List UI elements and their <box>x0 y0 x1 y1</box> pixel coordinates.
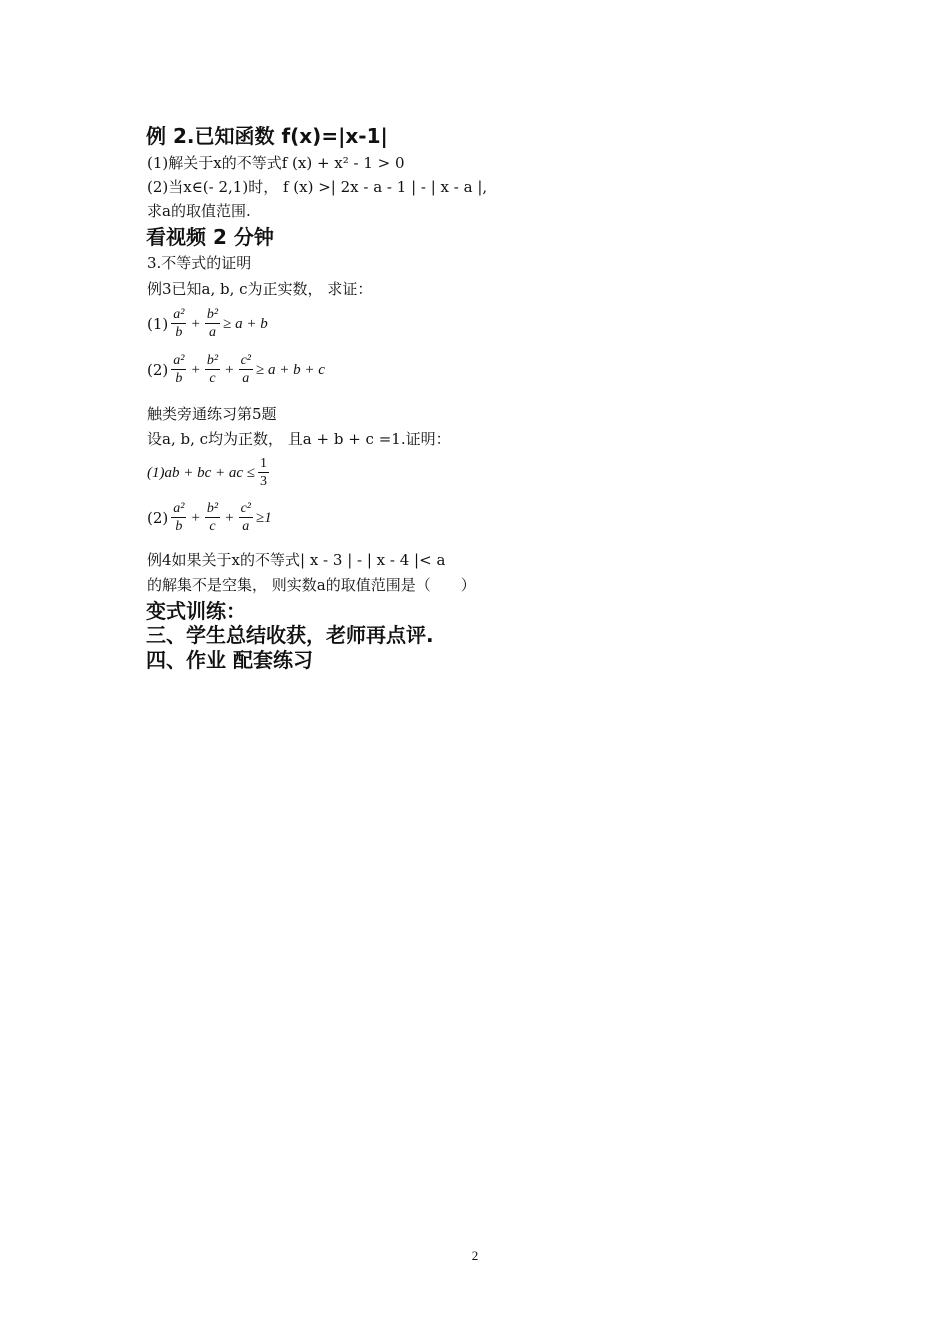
denominator: b <box>175 325 183 340</box>
label: (2) <box>147 361 169 379</box>
denominator: b <box>175 371 183 386</box>
rhs: ≥1 <box>256 509 272 526</box>
variant-training: 变式训练： <box>146 599 246 623</box>
numerator: c² <box>240 501 252 516</box>
label: (2) <box>147 509 169 527</box>
numerator: a² <box>173 501 185 516</box>
example2-item1: (1)解关于x的不等式f (x) + x² - 1 > 0 <box>147 154 405 172</box>
practice-q2 <box>147 500 272 536</box>
homework-heading: 四、作业 配套练习 <box>146 648 313 672</box>
label: (1) <box>147 315 169 333</box>
denominator: c <box>209 519 216 534</box>
page-number: 2 <box>471 1248 479 1263</box>
example2-item2-line2: 求a的取值范围. <box>147 202 251 220</box>
numerator: a² <box>173 353 185 368</box>
plus-sign: + <box>225 509 234 526</box>
video-note: 看视频 2 分钟 <box>146 225 274 249</box>
denominator: c <box>209 371 216 386</box>
denominator: b <box>175 519 183 534</box>
plus-sign: + <box>225 361 234 378</box>
fraction <box>205 500 220 536</box>
plus-sign: + <box>191 361 200 378</box>
practice-intro: 设a, b, c均为正数， 且a + b + c =1.证明： <box>147 430 451 448</box>
fraction <box>171 306 186 342</box>
example2-item2-line1: (2)当x∈(- 2,1)时， f (x) >| 2x - a - 1 | - | x - a |, <box>147 178 488 196</box>
fraction <box>205 306 220 342</box>
lhs: (1)ab + bc + ac ≤ <box>147 464 256 481</box>
rhs: ≥ a + b + c <box>256 361 325 378</box>
fraction <box>205 352 220 388</box>
numerator: b² <box>206 353 219 368</box>
example3-proof1 <box>147 306 268 342</box>
denominator: a <box>242 519 250 534</box>
practice-heading: 触类旁通练习第5题 <box>147 405 277 423</box>
numerator: a² <box>173 307 185 322</box>
example4-line1: 例4如果关于x的不等式| x - 3 | - | x - 4 |< a <box>147 551 446 569</box>
fraction <box>171 352 186 388</box>
numerator: c² <box>240 353 252 368</box>
numerator: b² <box>206 501 219 516</box>
denominator: a <box>242 371 250 386</box>
rhs: ≥ a + b <box>223 315 268 332</box>
practice-q1 <box>147 455 272 491</box>
plus-sign: + <box>191 315 200 332</box>
example3-intro: 例3已知a, b, c为正实数， 求证： <box>147 280 373 298</box>
example3-proof2 <box>147 352 325 388</box>
fraction <box>171 500 186 536</box>
example4-line2: 的解集不是空集， 则实数a的取值范围是（ ） <box>147 576 476 594</box>
denominator: 3 <box>260 474 268 489</box>
numerator: 1 <box>260 456 268 471</box>
section3-heading: 3.不等式的证明 <box>147 254 252 272</box>
denominator: a <box>209 325 217 340</box>
fraction <box>239 352 253 388</box>
example2-title: 例 2.已知函数 f(x)=|x-1| <box>146 124 388 148</box>
plus-sign: + <box>191 509 200 526</box>
numerator: b² <box>206 307 219 322</box>
fraction <box>239 500 253 536</box>
summary-heading: 三、学生总结收获，老师再点评. <box>146 623 434 647</box>
fraction <box>258 455 269 491</box>
